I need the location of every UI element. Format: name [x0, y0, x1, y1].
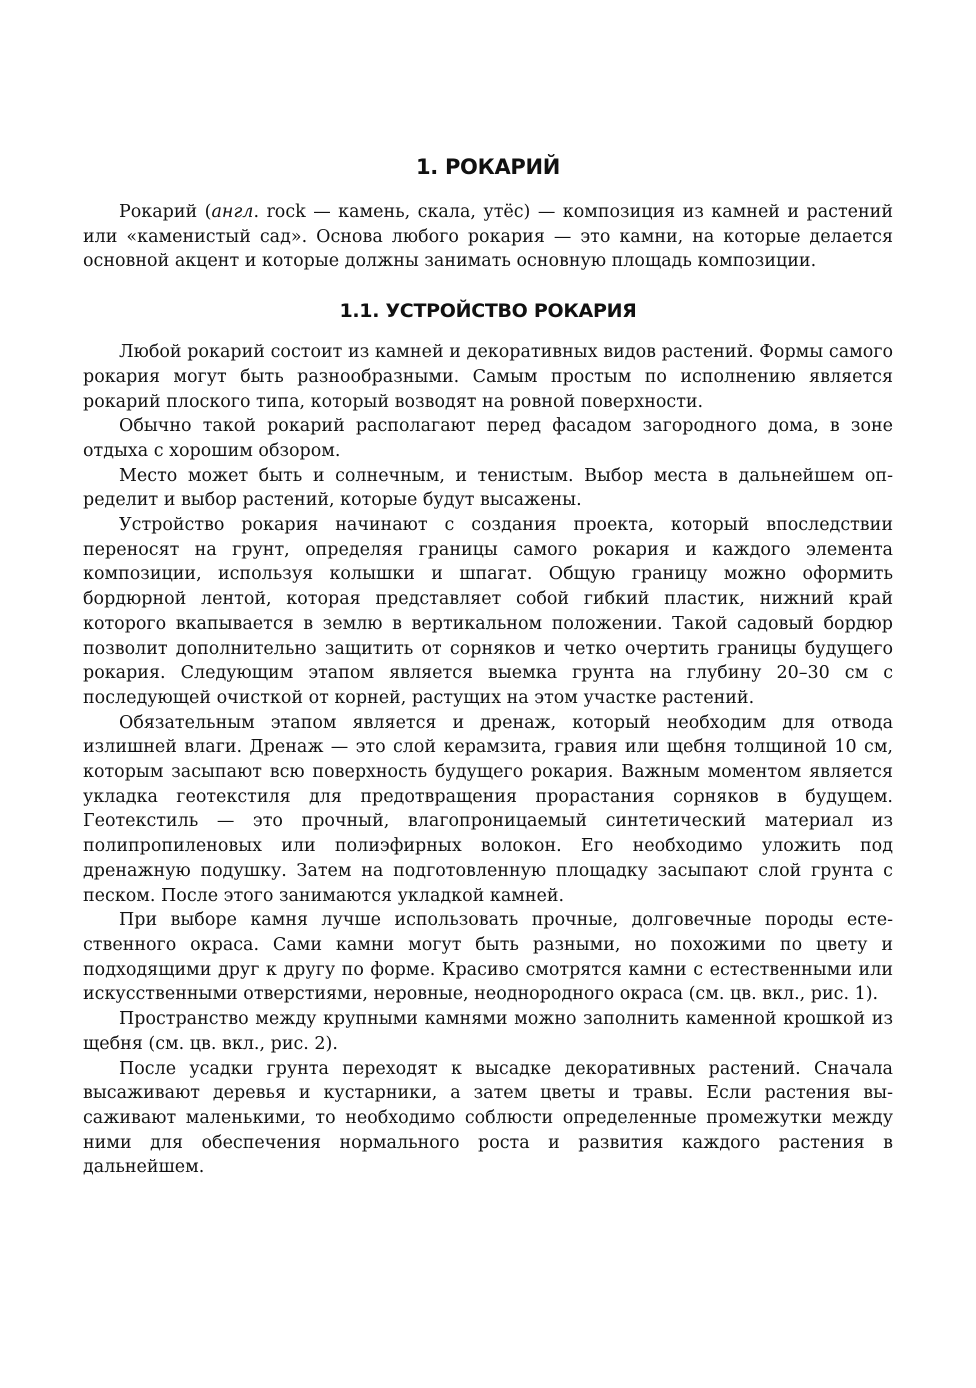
body-paragraph: Пространство между крупными камнями можно заполнить каменной крошкой из щебня (см. цв. вкл., рис. 2).: [83, 1009, 893, 1054]
body-paragraph: Любой рокарий состоит из камней и декоративных видов растений. Формы самого рокария могут быть разнообразными. Самым простым по исполнению является рокарий плоского типа, который возводят на ровной поверхности.: [83, 342, 893, 412]
intro-suffix: . rock — камень, скала, утёс) — композиция из камней и растений или «каменистый сад». Основа любого рокария — это камни, на которые делается основной акцент и которые должны занимать основную площадь композиции.: [83, 202, 893, 272]
body-paragraph: Устройство рокария начинают с создания проекта, который впоследствии переносят на грунт, определяя границы самого рокария и каждого элемента композиции, используя колышки и шпагат. Общую границу можно оформить бордюрной лентой, которая представляет собой гибкий пластик, нижний край которого вкапывается в землю в вертикальном положении. Такой садовый бордюр позволит дополнительно защитить от сорняков и четко очертить границы будущего рокария. Следующим этапом является выемка грунта на глубину 20–30 см с последующей очисткой от корней, растущих на этом участке растений.: [83, 515, 893, 708]
section-heading: 1.1. УСТРОЙСТВО РОКАРИЯ: [339, 300, 637, 323]
chapter-heading: 1. РОКАРИЙ: [415, 155, 561, 179]
body-paragraph: Обязательным этапом является и дренаж, который необходим для отвода излишней влаги. Дренаж — это слой керамзита, гравия или щебня толщиной 10 см, которым засыпают всю поверхность будущего рокария. Важным моментом является укладка геотекстиля для предотвращения прорастания сорняков в будущем. Геотекстиль — это прочный, влагопроницаемый синтетический материал из полипропиленовых или полиэфирных волокон. Его необходимо уложить под дренажную подушку. Затем на подготовленную площадку засыпают слой грунта с песком. После этого занимаются укладкой камней.: [83, 712, 893, 906]
body-paragraph: При выборе камня лучше использовать прочные, долговечные породы естественного окраса. Сами камни могут быть разными, но похожими по цвету и подходящими друг к другу по форме. Красиво смотрятся камни с естественными или искусственными отверстиями, неровные, неоднородного окраса (см. цв. вкл., рис. 1).: [83, 910, 893, 1005]
document-page: [83, 152, 893, 1180]
intro-prefix: Рокарий (: [119, 202, 212, 222]
intro-lang-abbr: англ: [211, 202, 254, 222]
body-paragraph: Обычно такой рокарий располагают перед фасадом загородного дома, в зоне отдыха с хорошим обзором.: [83, 416, 893, 461]
body-paragraph: После усадки грунта переходят к высадке декоративных растений. Сначала высаживают деревья и кустарники, а затем цветы и травы. Если растения высаживают маленькими, то необходимо соблюсти определенные промежутки между ними для обеспечения нормального роста и развития каждого растения в дальнейшем.: [83, 1058, 893, 1178]
body-paragraph: Место может быть и солнечным, и тенистым. Выбор места в дальнейшем определит и выбор растений, которые будут высажены.: [83, 465, 893, 511]
intro-paragraph: [83, 200, 893, 274]
